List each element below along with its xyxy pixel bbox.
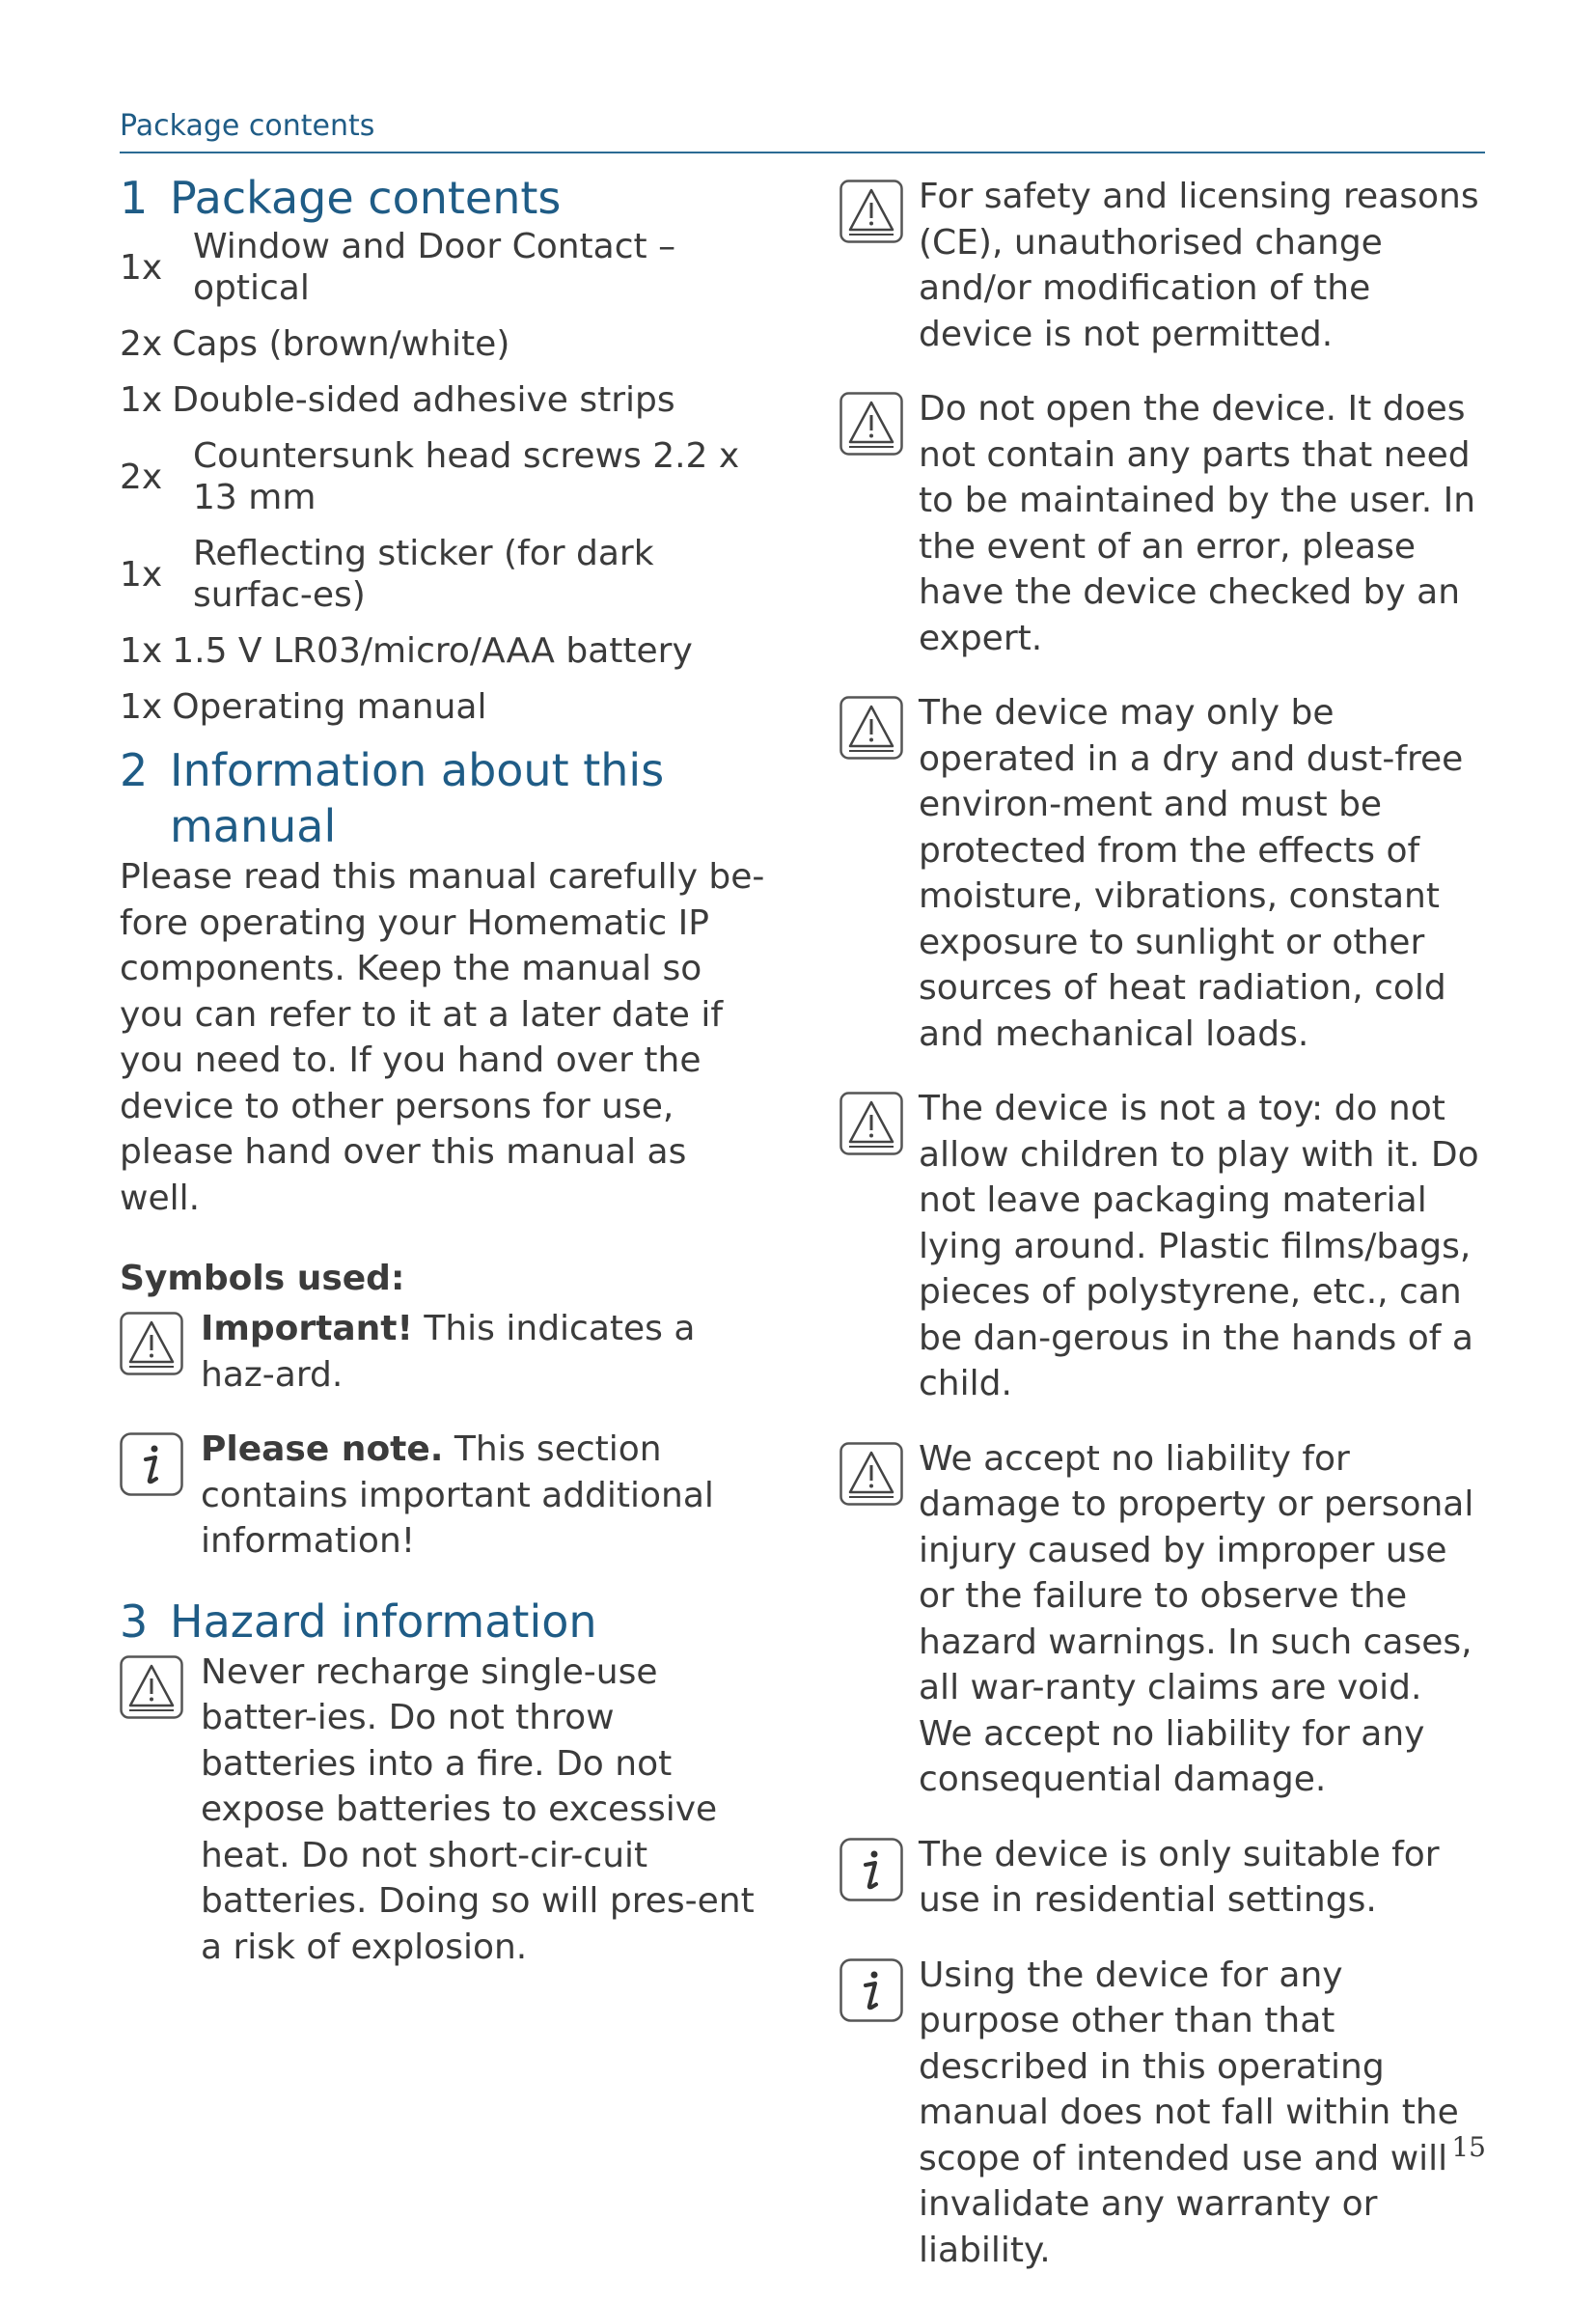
item-text: Window and Door Contact – optical (193, 227, 676, 308)
item-text: Caps (brown/white) (172, 324, 510, 364)
symbol-legend-item (120, 1306, 776, 1398)
left-column (120, 170, 776, 1999)
warning-icon (839, 1092, 903, 1155)
item-text: 1.5 V LR03/micro/AAA battery (172, 631, 693, 671)
info-note (839, 1953, 1486, 2274)
section-number: 1 (120, 172, 149, 224)
warning-icon (839, 1442, 903, 1506)
section-number: 3 (120, 1595, 149, 1648)
item-text: Double-sided adhesive strips (172, 380, 675, 420)
hazard-text: Never recharge single-use batter-ies. Do not throw batteries into a fire. Do not expose batteries to excessive heat. Do not short-cir-cuit batteries. Doing so will pres-ent a risk of explosion. (201, 1651, 755, 1967)
section-title: Package contents (170, 172, 562, 224)
info-icon (839, 1958, 903, 2022)
package-list (120, 226, 776, 728)
list-item (120, 435, 776, 518)
list-item (120, 533, 776, 616)
item-quantity: 1x (120, 247, 163, 288)
item-quantity: 1x (120, 380, 163, 420)
list-item (120, 630, 776, 672)
info-note (839, 1832, 1486, 1924)
running-header: Package contents (120, 109, 375, 143)
hazard-note (839, 174, 1486, 357)
hazard-text: The device may only be operated in a dry and dust-free environ-ment and must be protected from the effects of moisture, vibrations, constant exposure to sunlight or other sources of heat radiation, cold and mechanical loads. (919, 693, 1464, 1054)
symbol-label: Important! (201, 1309, 413, 1348)
list-item (120, 226, 776, 309)
info-text: Using the device for any purpose other than that described in this operating manual does not fall within the scope of intended use and will invalidate any warranty or liability. (919, 1955, 1459, 2270)
info-icon (120, 1432, 183, 1496)
warning-icon (120, 1312, 183, 1375)
hazard-text: Do not open the device. It does not contain any parts that need to be maintained by the user. In the event of an error, please have the device checked by an expert. (919, 389, 1476, 658)
section-number: 2 (120, 744, 149, 796)
warning-icon (839, 392, 903, 456)
right-column (839, 174, 1486, 2302)
symbol-legend-item (120, 1427, 776, 1565)
hazard-note (839, 1436, 1486, 1803)
symbol-label: Please note. (201, 1429, 444, 1469)
item-text: Reflecting sticker (for dark surfac-es) (193, 534, 654, 615)
header-divider (120, 152, 1485, 153)
hazard-text: For safety and licensing reasons (CE), unauthorised change and/or modification of the device is not permitted. (919, 177, 1479, 354)
item-text: Countersunk head screws 2.2 x 13 mm (193, 436, 740, 517)
section-2-heading (120, 742, 776, 854)
hazard-text: We accept no liability for damage to property or personal injury caused by improper use or the failure to observe the hazard warnings. In such cases, all war-ranty claims are void. We accept no liability for any consequential damage. (919, 1438, 1474, 1799)
list-item (120, 323, 776, 365)
hazard-text: The device is not a toy: do not allow children to play with it. Do not leave packaging material lying around. Plastic films/bags, pieces of polystyrene, etc., can be dan-gerous in the hands of a child. (919, 1089, 1479, 1403)
section-title: Hazard information (170, 1595, 597, 1648)
section-title: Information about this manual (170, 744, 665, 852)
warning-icon (839, 180, 903, 243)
section-1-heading (120, 170, 776, 226)
item-quantity: 1x (120, 554, 163, 595)
symbols-heading: Symbols used: (120, 1259, 405, 1298)
hazard-note (839, 1086, 1486, 1407)
info-icon (839, 1838, 903, 1901)
manual-info-paragraph: Please read this manual carefully be-fore operating your Homematic IP components. Keep the manual so you can refer to it at a later date if you need to. If you hand over the device to other persons for use, please hand over this manual as well. (120, 857, 765, 1218)
warning-icon (120, 1655, 183, 1719)
symbol-description: This indicates a haz-ard. (201, 1309, 696, 1395)
hazard-note (120, 1650, 776, 1971)
symbol-description: This section contains important additional information! (201, 1429, 714, 1561)
item-quantity: 2x (120, 324, 163, 364)
item-quantity: 1x (120, 687, 163, 727)
section-3-heading (120, 1594, 776, 1650)
hazard-note (839, 386, 1486, 661)
item-quantity: 2x (120, 457, 163, 497)
page-number: 15 (1451, 2131, 1486, 2163)
warning-icon (839, 696, 903, 760)
info-text: The device is only suitable for use in residential settings. (919, 1834, 1440, 1920)
list-item (120, 686, 776, 728)
list-item (120, 379, 776, 421)
item-text: Operating manual (172, 687, 487, 727)
item-quantity: 1x (120, 631, 163, 671)
hazard-note (839, 690, 1486, 1057)
